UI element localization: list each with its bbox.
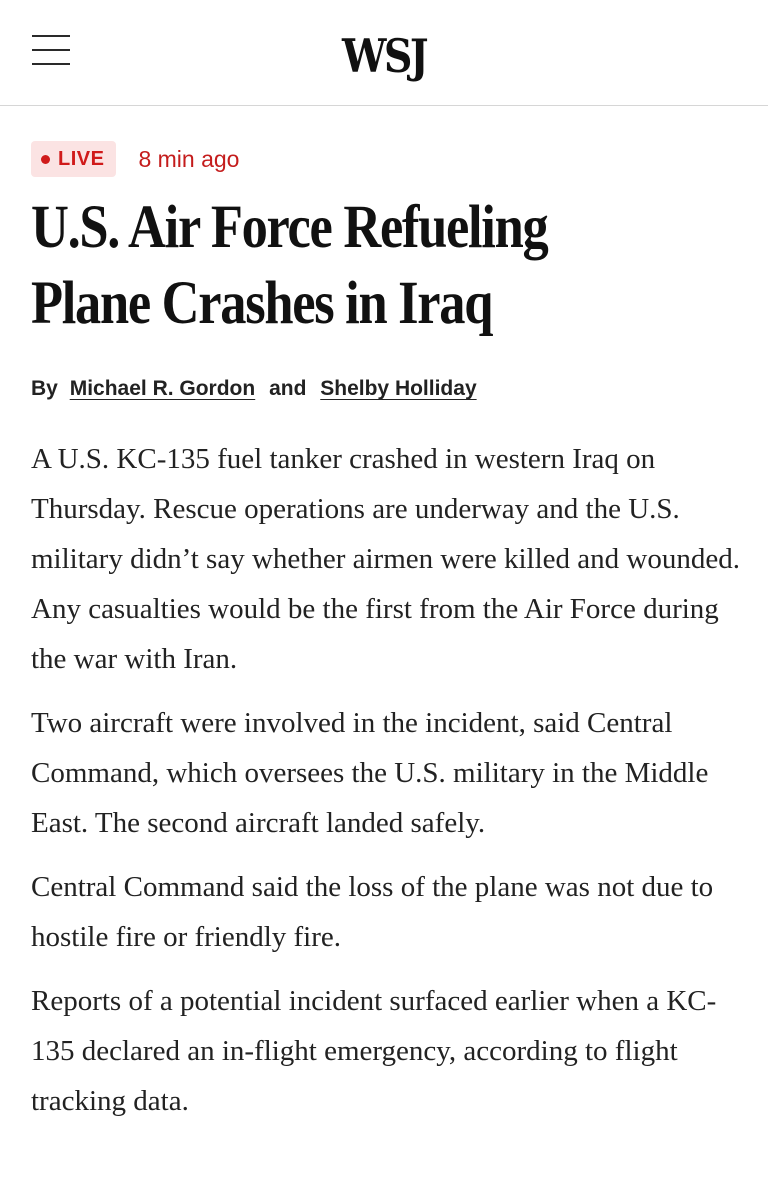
article-paragraph: Reports of a potential incident surfaced earlier when a KC-135 declared an in-flight emergency, according to flight tracking data. [31,985,717,1117]
timestamp: 8 min ago [138,145,240,172]
live-label: LIVE [58,147,105,170]
author-link-shelby-holliday[interactable]: Shelby Holliday [320,377,477,400]
wsj-logo[interactable]: WSJ [342,29,426,83]
live-dot-icon [41,155,50,164]
live-status-row [31,141,239,177]
article-body [31,434,743,1140]
live-badge [31,141,116,177]
article-paragraph: Two aircraft were involved in the incident, said Central Command, which oversees the U.S. military in the Middle East. The second aircraft landed safely. [31,707,709,839]
byline-prefix: By [31,377,58,400]
author-link-michael-gordon[interactable]: Michael R. Gordon [69,377,256,400]
article-paragraph: Central Command said the loss of the plane was not due to hostile fire or friendly fire. [31,871,714,953]
article-paragraph: A U.S. KC-135 fuel tanker crashed in western Iraq on Thursday. Rescue operations are underway and the U.S. military didn’t say whether airmen were killed and wounded. Any casualties would be the first from the Air Force during the war with Iran. [31,443,740,675]
article-headline: U.S. Air Force Refueling Plane Crashes in Iraq [31,194,548,337]
site-header [0,0,768,106]
byline [31,374,477,404]
byline-conjunction: and [269,377,307,400]
